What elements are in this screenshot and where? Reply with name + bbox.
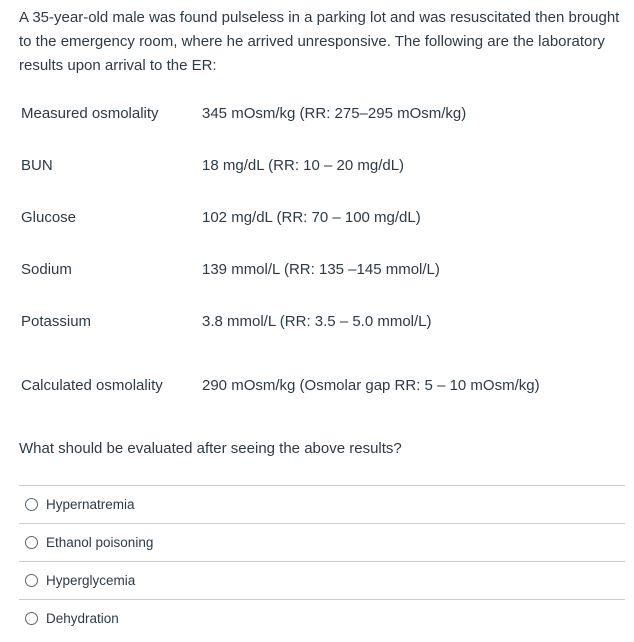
lab-value: 102 mg/dL (RR: 70 – 100 mg/dL) — [202, 209, 421, 226]
answer-label: Dehydration — [46, 611, 119, 626]
answer-list — [19, 485, 625, 637]
answer-option-ethanol-poisoning[interactable] — [19, 523, 625, 561]
answer-label: Hypernatremia — [46, 497, 135, 512]
lab-row-bun — [12, 140, 612, 192]
lab-name: Sodium — [21, 261, 72, 278]
lab-value: 3.8 mmol/L (RR: 3.5 – 5.0 mmol/L) — [202, 313, 432, 330]
lab-name: BUN — [21, 157, 53, 174]
answer-label: Ethanol poisoning — [46, 535, 154, 550]
question-stem: A 35-year-old male was found pulseless in a parking lot and was resuscitated then brought to the emergency room, where he arrived unresponsive. The following are the laboratory results upon arrival to the ER: — [19, 9, 620, 74]
lab-name: Calculated osmolality — [21, 377, 163, 394]
lab-value: 290 mOsm/kg (Osmolar gap RR: 5 – 10 mOsm/kg) — [202, 377, 540, 394]
answer-option-dehydration[interactable] — [19, 599, 625, 637]
lab-row-glucose — [12, 192, 612, 244]
lab-row-potassium — [12, 296, 612, 348]
lab-row-calculated-osmolality — [12, 348, 612, 424]
answer-option-hyperglycemia[interactable] — [19, 561, 625, 599]
lab-name: Potassium — [21, 313, 92, 330]
radio-button[interactable] — [25, 536, 38, 549]
lab-value: 345 mOsm/kg (RR: 275–295 mOsm/kg) — [202, 105, 467, 122]
lab-row-sodium — [12, 244, 612, 296]
lab-row-measured-osmolality — [12, 88, 612, 140]
radio-button[interactable] — [25, 574, 38, 587]
radio-button[interactable] — [25, 498, 38, 511]
radio-button[interactable] — [25, 612, 38, 625]
answer-label: Hyperglycemia — [46, 573, 136, 588]
question-prompt: What should be evaluated after seeing the above results? — [19, 440, 402, 457]
lab-value: 139 mmol/L (RR: 135 –145 mmol/L) — [202, 261, 440, 278]
lab-results-table — [12, 88, 612, 424]
lab-name: Measured osmolality — [21, 105, 159, 122]
lab-name: Glucose — [21, 209, 77, 226]
lab-value: 18 mg/dL (RR: 10 – 20 mg/dL) — [202, 157, 405, 174]
answer-option-hypernatremia[interactable] — [19, 485, 625, 523]
